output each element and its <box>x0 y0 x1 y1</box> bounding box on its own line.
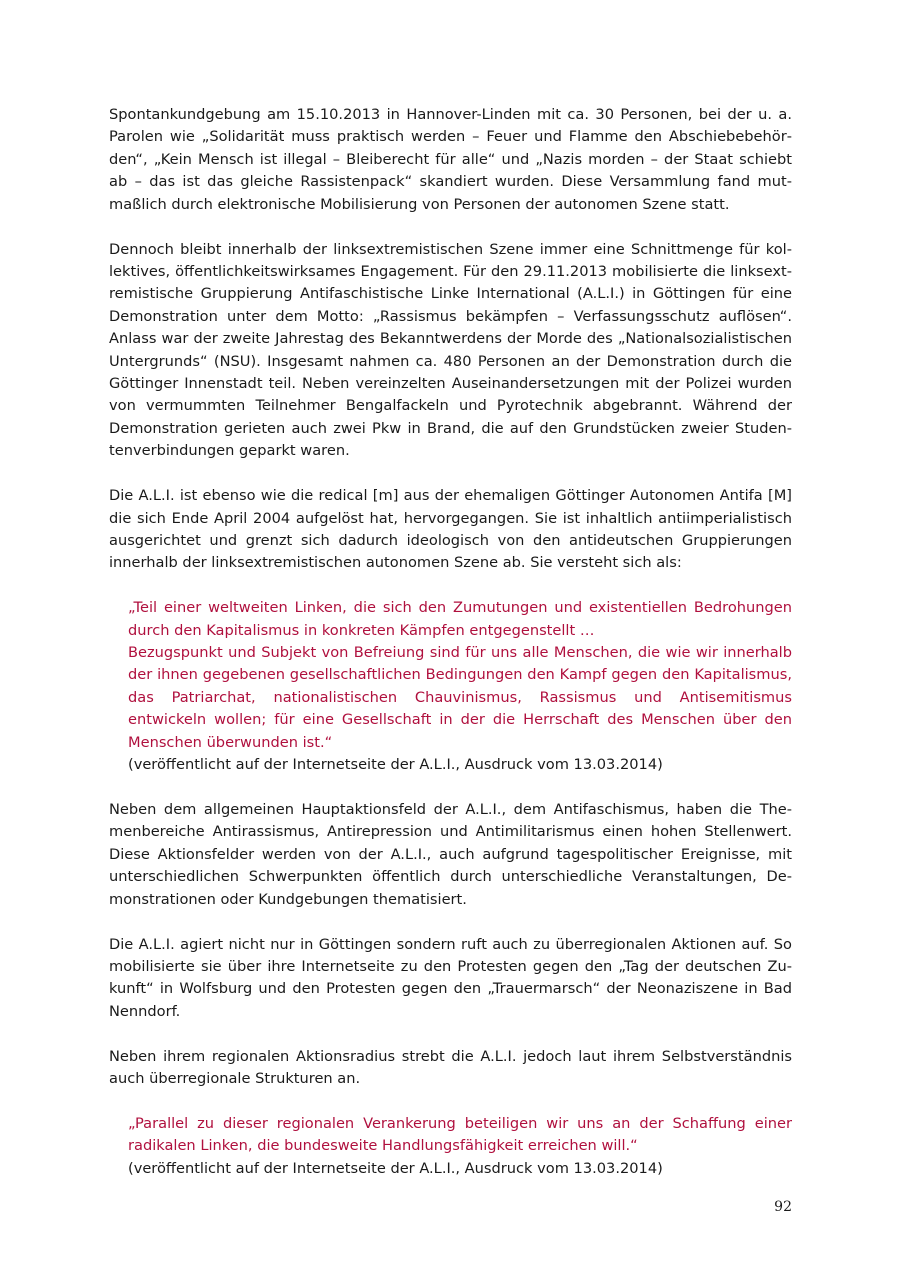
quote-source: (veröffentlicht auf der Internetseite der A.L.I., Ausdruck vom 13.03.2014) <box>128 756 663 774</box>
quote-text-part1: „Teil einer weltweiten Linken, die sich den Zumutungen und existentiellen Bedrohungen durch den Kapitalismus in konkreten Kämpfen entgegenstellt … <box>128 599 792 639</box>
paragraph-supraregional-structures: Neben ihrem regionalen Aktionsradius strebt die A.L.I. jedoch laut ihrem Selbstverständnis auch überregionale Strukturen an. <box>109 1047 792 1088</box>
quote-text: „Parallel zu dieser regionalen Verankerung beteiligen wir uns an der Schaffung einer radikalen Linken, die bundesweite Handlungsfähigkeit erreichen will.“ <box>128 1114 792 1155</box>
paragraph-ali-origin: Die A.L.I. ist ebenso wie die redical [m] aus der ehemaligen Göttinger Autonomen Antifa [M] die sich Ende April 2004 aufgelöst hat, hervorgegangen. Sie ist inhaltlich antiimperialistisch ausgerichtet und grenzt sich dadurch ideologisch von den antideutschen Gruppierungen innerhalb der linksextremistischen autonomen Szene ab. Sie versteht sich als: <box>109 487 792 572</box>
paragraph-demonstration-goettingen: Dennoch bleibt innerhalb der linksextremistischen Szene immer eine Schnittmenge für kollektives, öffentlichkeitswirksames Engagement. Für den 29.11.2013 mobilisierte die linksextremistische Gruppierung Antifaschistische Linke International (A.L.I.) in Göttingen für eine Demonstration unter dem Motto: „Rassismus bekämpfen – Verfassungsschutz auflösen“. Anlass war der zweite Jahrestag des Bekanntwerdens der Morde des „Nationalsozialistischen Untergrunds“ (NSU). Insgesamt nahmen ca. 480 Personen an der Demonstration durch die Göttinger Innenstadt teil. Neben vereinzelten Auseinandersetzungen mit der Polizei wurden von vermummten Teilnehmer Bengalfackeln und Pyrotechnik abgebrannt. Während der Demonstration gerieten auch zwei Pkw in Brand, die auf den Grundstücken zweier Studentenverbindungen geparkt waren. <box>109 240 792 460</box>
paragraph-spontankundgebung: Spontankundgebung am 15.10.2013 in Hannover-Linden mit ca. 30 Personen, bei der u. a. Parolen wie „Solidarität muss praktisch werden – Feuer und Flamme den Abschiebebehörden“, „Kein Mensch ist illegal – Bleiberecht für alle“ und „Nazis morden – der Staat schiebt ab – das ist das gleiche Rassistenpack“ skandiert wurden. Diese Versammlung fand mutmaßlich durch elektronische Mobilisierung von Personen der autonomen Szene statt. <box>109 106 792 213</box>
quote-source: (veröffentlicht auf der Internetseite der A.L.I., Ausdruck vom 13.03.2014) <box>128 1159 663 1177</box>
paragraph-supraregional-actions: Die A.L.I. agiert nicht nur in Göttingen sondern ruft auch zu überregionalen Aktionen auf. So mobilisierte sie über ihre Internetseite zu den Protesten gegen den „Tag der deutschen Zukunft“ in Wolfsburg und den Protesten gegen den „Trauermarsch“ der Neonaziszene in Bad Nenndorf. <box>109 935 792 1020</box>
paragraph-action-fields: Neben dem allgemeinen Hauptaktionsfeld der A.L.I., dem Antifaschismus, haben die Themenbereiche Antirassismus, Antirepression und Antimilitarismus einen hohen Stellenwert. Diese Aktionsfelder werden von der A.L.I., auch aufgrund tagespolitischer Ereignisse, mit unterschiedlichen Schwerpunkten öffentlich durch unterschiedliche Veranstaltungen, Demonstrationen oder Kundgebungen thematisiert. <box>109 800 792 908</box>
quote-self-understanding <box>109 597 792 776</box>
page-number: 92 <box>774 1199 792 1215</box>
quote-text-part2: Bezugspunkt und Subjekt von Befreiung sind für uns alle Menschen, die wie wir innerhalb der ihnen gegebenen gesellschaftlichen Bedingungen den Kampf gegen den Kapitalismus, das Patriarchat, nationalistischen Chauvinismus, Rassismus und Antisemitismus entwickeln wollen; für eine Gesellschaft in der die Herrschaft des Menschen über den Menschen überwunden ist.“ <box>128 644 792 751</box>
quote-national-capability <box>109 1113 792 1180</box>
document-body <box>109 104 792 1203</box>
